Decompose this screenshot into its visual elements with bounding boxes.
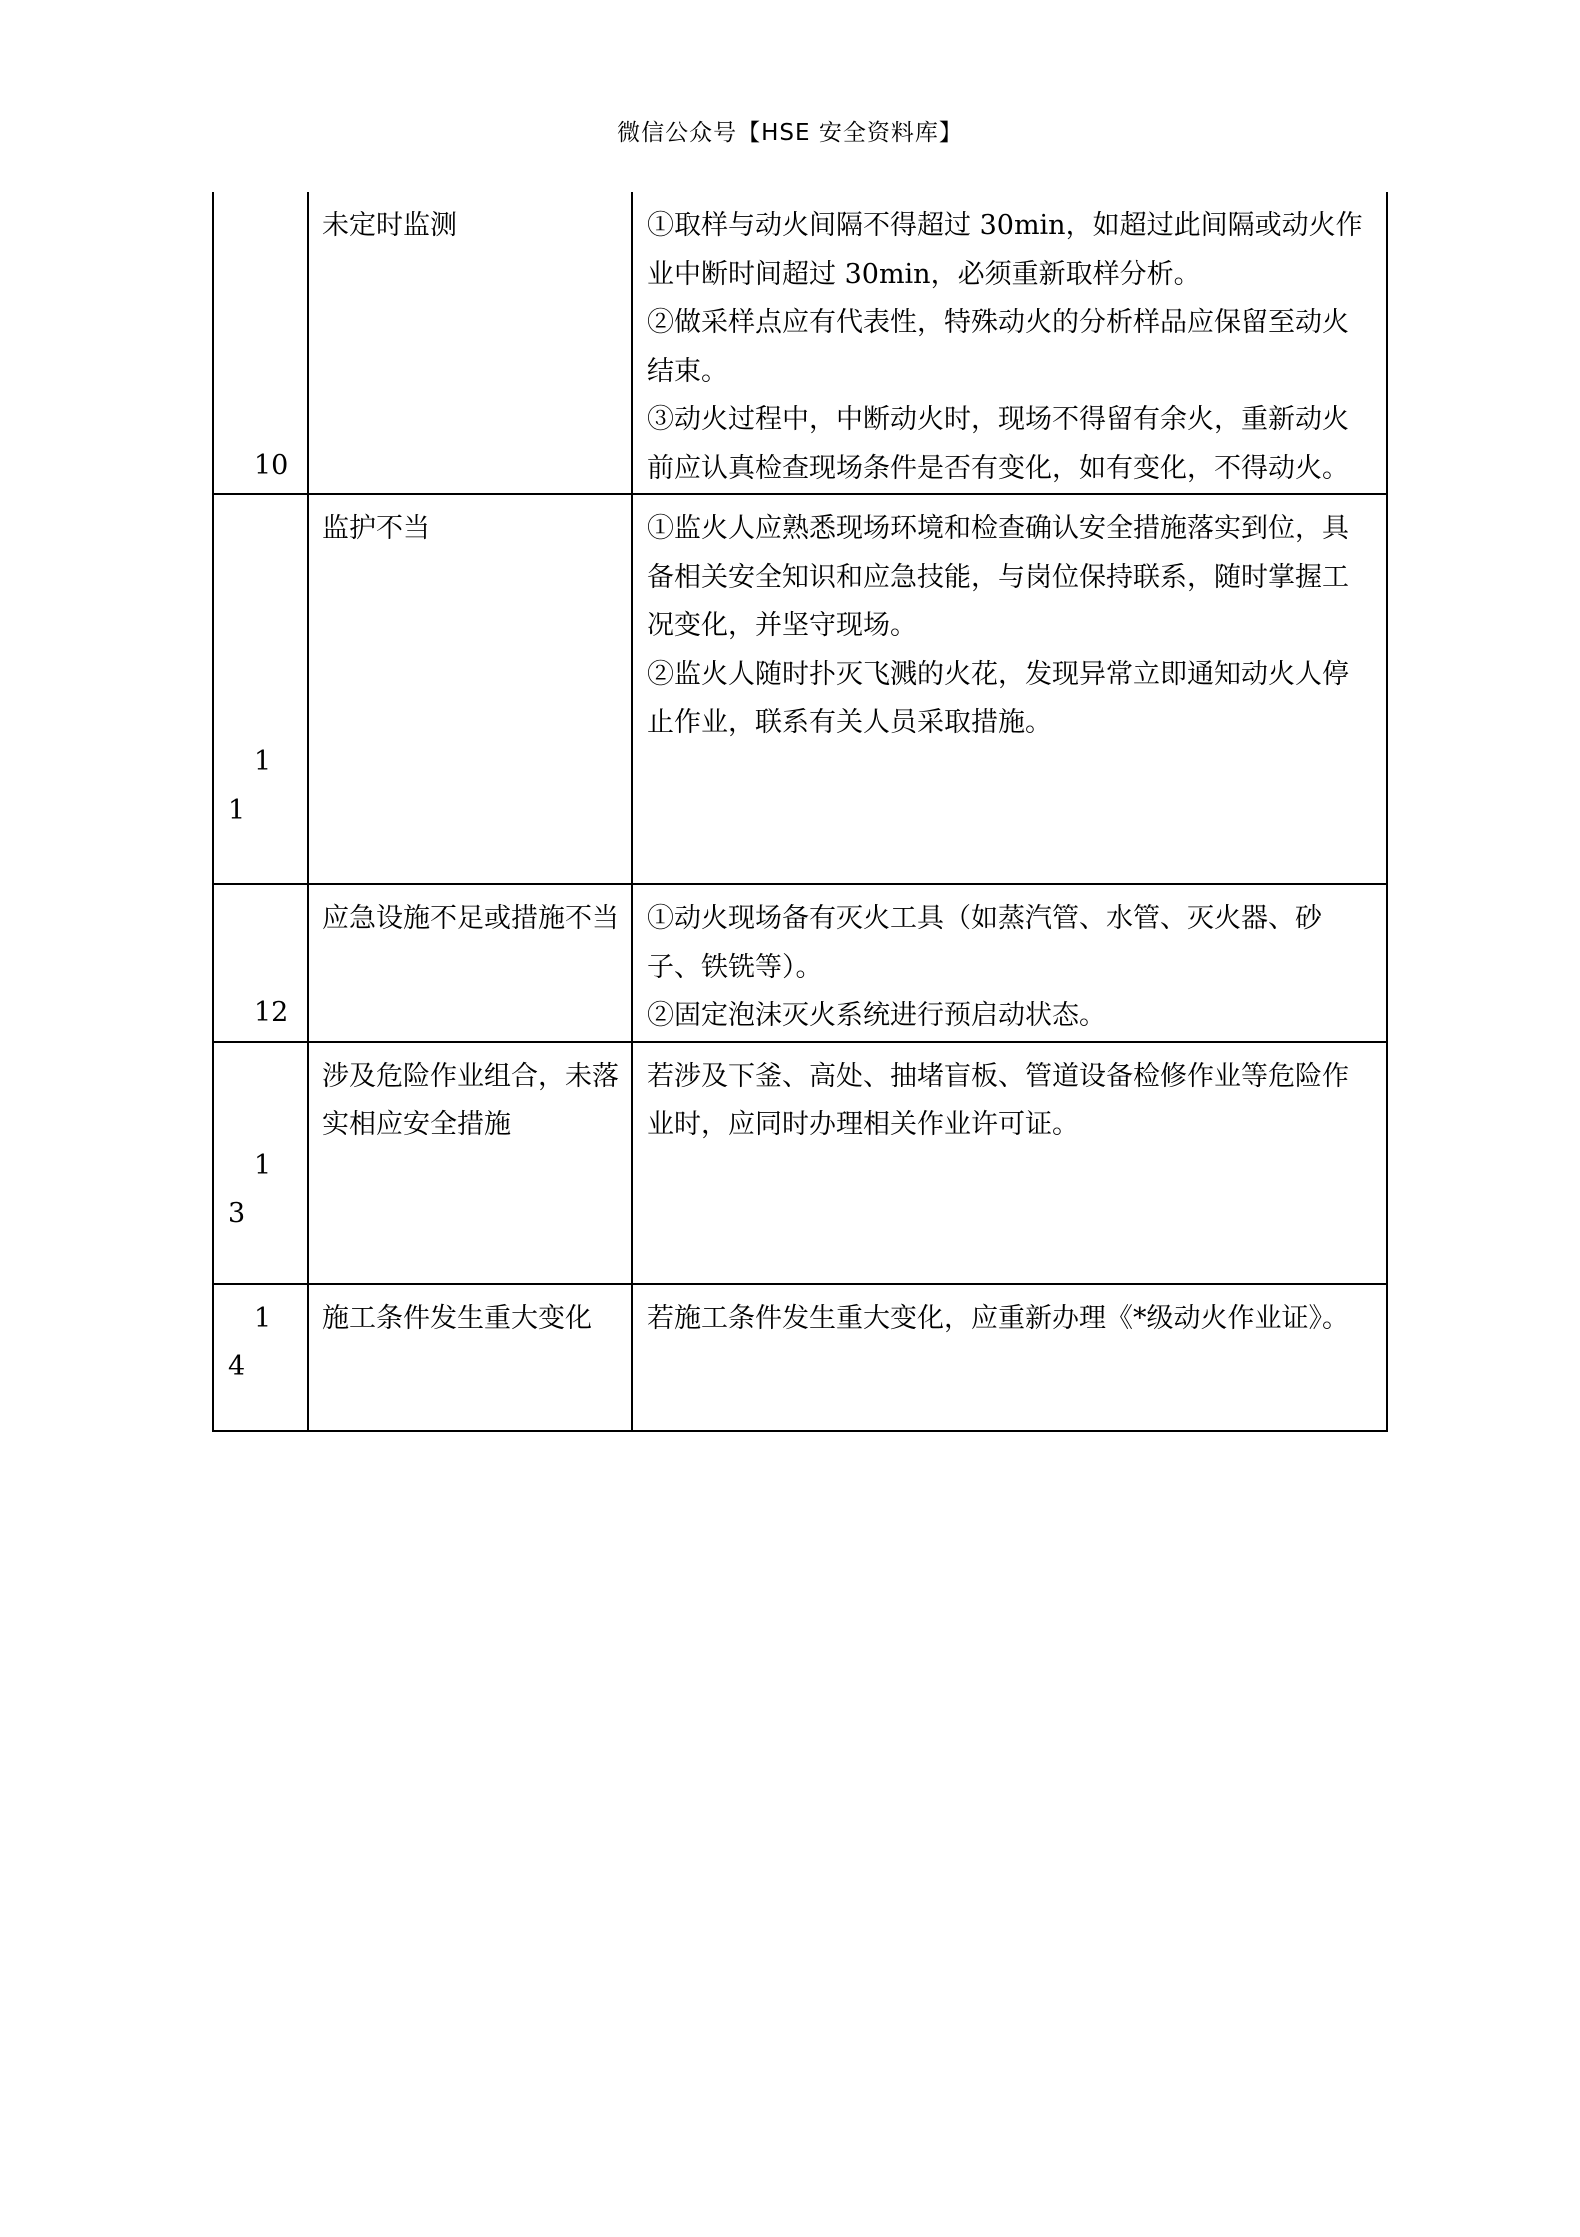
measure-item: 若涉及下釜、高处、抽堵盲板、管道设备检修作业等危险作业时，应同时办理相关作业许可证。	[647, 1060, 1349, 1140]
row-number-cell	[213, 884, 308, 1042]
table-row	[213, 884, 1387, 1042]
measure-item: ①监火人应熟悉现场环境和检查确认安全措施落实到位，具备相关安全知识和应急技能，与岗位保持联系，随时掌握工况变化，并坚守现场。	[647, 513, 1349, 641]
table-row	[213, 1284, 1387, 1431]
hazard-text: 施工条件发生重大变化	[322, 1302, 592, 1334]
table-row	[213, 1042, 1387, 1284]
row-number: 12	[254, 997, 289, 1028]
hazard-text: 涉及危险作业组合，未落实相应安全措施	[322, 1060, 619, 1140]
measures-cell	[632, 884, 1387, 1042]
page-header: 微信公众号【HSE 安全资料库】	[617, 120, 963, 146]
measures-cell	[632, 494, 1387, 884]
measure-item: ②固定泡沫灭火系统进行预启动状态。	[647, 1000, 1106, 1031]
row-number-cell	[213, 192, 308, 494]
hazard-cell	[308, 1284, 632, 1431]
row-number-line: 1	[254, 746, 272, 777]
measure-item: ①动火现场备有灭火工具（如蒸汽管、水管、灭火器、砂子、铁铣等）。	[647, 903, 1322, 983]
hazard-measures-table	[212, 192, 1388, 1432]
table-row	[213, 494, 1387, 884]
hazard-cell	[308, 494, 632, 884]
hazard-text: 监护不当	[322, 513, 430, 544]
measure-item: ①取样与动火间隔不得超过 30min，如超过此间隔或动火作业中断时间超过 30min，必须重新取样分析。	[647, 210, 1363, 290]
hazard-text: 未定时监测	[322, 210, 457, 241]
measure-item: ③动火过程中，中断动火时，现场不得留有余火，重新动火前应认真检查现场条件是否有变化，如有变化，不得动火。	[647, 404, 1349, 484]
hazard-cell	[308, 192, 632, 494]
row-number-line: 1	[254, 1149, 272, 1181]
hazard-text: 应急设施不足或措施不当	[322, 903, 619, 934]
row-number-line: 1	[254, 1302, 272, 1334]
hazard-cell	[308, 884, 632, 1042]
row-number-cell	[213, 1284, 308, 1431]
measures-cell	[632, 192, 1387, 494]
table-row	[213, 192, 1387, 494]
row-number-line: 1	[228, 794, 246, 826]
row-number-cell	[213, 494, 308, 884]
measure-item: ②做采样点应有代表性，特殊动火的分析样品应保留至动火结束。	[647, 307, 1349, 387]
measures-cell	[632, 1042, 1387, 1284]
row-number: 10	[254, 449, 289, 481]
measure-item: ②监火人随时扑灭飞溅的火花，发现异常立即通知动火人停止作业，联系有关人员采取措施。	[647, 658, 1349, 738]
row-number-line: 4	[228, 1351, 246, 1382]
row-number-cell	[213, 1042, 308, 1284]
hazard-cell	[308, 1042, 632, 1284]
measures-cell	[632, 1284, 1387, 1431]
row-number-line: 3	[228, 1198, 246, 1229]
measure-item: 若施工条件发生重大变化，应重新办理《*级动火作业证》。	[647, 1302, 1349, 1334]
